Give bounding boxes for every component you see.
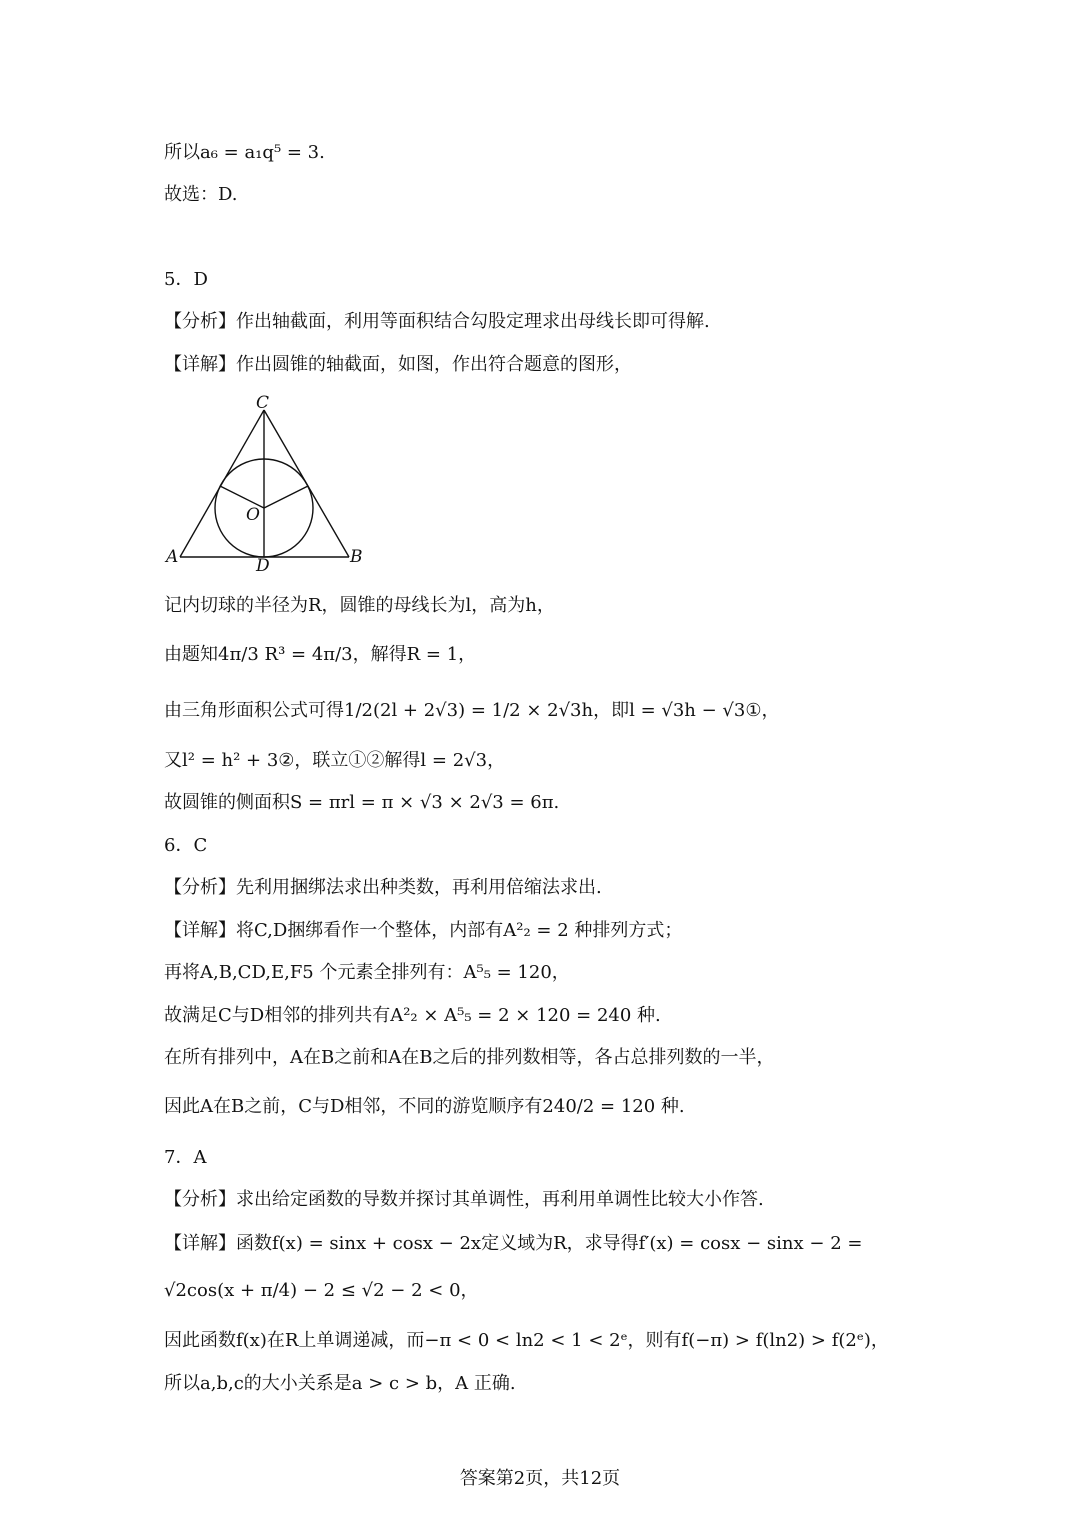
q5-detail: 【详解】作出圆锥的轴截面，如图，作出符合题意的图形， — [164, 354, 632, 375]
q6-step3: 故满足C与D相邻的排列共有A²₂ × A⁵₅ = 2 × 120 = 240 种. — [164, 1005, 661, 1026]
cone-cross-section-figure — [160, 388, 370, 574]
label-b: B — [350, 547, 363, 567]
q5-step2: 由题知4π/3 R³ = 4π/3，解得R = 1， — [164, 644, 477, 665]
q6-title: 6．C — [164, 835, 208, 856]
label-a: A — [166, 547, 179, 567]
q5-analysis: 【分析】作出轴截面，利用等面积结合勾股定理求出母线长即可得解. — [164, 311, 710, 332]
q5-title: 5．D — [164, 269, 208, 290]
label-o: O — [246, 505, 260, 525]
q5-step5: 故圆锥的侧面积S = πrl = π × √3 × 2√3 = 6π. — [164, 792, 560, 813]
q7-analysis: 【分析】求出给定函数的导数并探讨其单调性，再利用单调性比较大小作答. — [164, 1189, 764, 1210]
line-answer-d: 故选：D. — [164, 184, 238, 205]
q6-analysis: 【分析】先利用捆绑法求出种类数，再利用倍缩法求出. — [164, 877, 602, 898]
q5-step4: 又l² = h² + 3②，联立①②解得l = 2√3， — [164, 750, 506, 771]
q5-step3: 由三角形面积公式可得1/2(2l + 2√3) = 1/2 × 2√3h，即l = √3h − √3①， — [164, 700, 780, 721]
q5-step1: 记内切球的半径为R，圆锥的母线长为l，高为h， — [164, 595, 555, 616]
q7-step2: √2cos(x + π/4) − 2 ≤ √2 − 2 < 0， — [164, 1280, 479, 1301]
q6-step5: 因此A在B之前，C与D相邻，不同的游览顺序有240/2 = 120 种. — [164, 1096, 685, 1117]
q7-title: 7．A — [164, 1147, 207, 1168]
q6-step2: 再将A,B,CD,E,F5 个元素全排列有：A⁵₅ = 120， — [164, 962, 570, 983]
label-c: C — [256, 393, 270, 413]
q7-step4: 所以a,b,c的大小关系是a > c > b，A 正确. — [164, 1373, 516, 1394]
label-d: D — [256, 556, 270, 574]
q7-step1: 【详解】函数f(x) = sinx + cosx − 2x定义域为R，求导得f′(x) = cosx − sinx − 2 = — [164, 1233, 863, 1254]
q7-step3: 因此函数f(x)在R上单调递减，而−π < 0 < ln2 < 1 < 2ᵉ，则有f(−π) > f(ln2) > f(2ᵉ)， — [164, 1330, 889, 1351]
line-a6: 所以a₆ = a₁q⁵ = 3. — [164, 142, 325, 163]
q6-step1: 【详解】将C,D捆绑看作一个整体，内部有A²₂ = 2 种排列方式； — [164, 920, 683, 941]
page-footer: 答案第2页，共12页 — [459, 1468, 621, 1489]
q6-step4: 在所有排列中，A在B之前和A在B之后的排列数相等，各占总排列数的一半， — [164, 1047, 775, 1068]
